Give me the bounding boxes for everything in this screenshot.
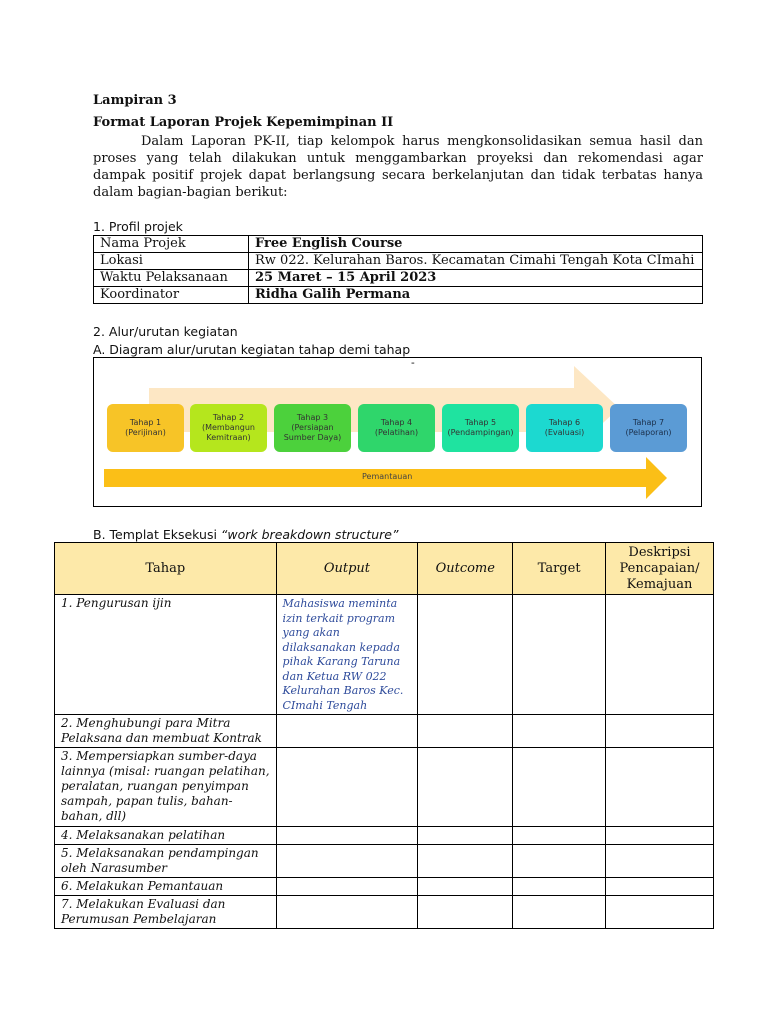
- step-box-2: [190, 404, 267, 452]
- step-box-5: [442, 404, 519, 452]
- step-label-line2: (Pelaporan): [625, 428, 672, 437]
- table-row: [94, 253, 703, 270]
- step-label-line2: (Persiapan: [291, 423, 334, 432]
- tahap-cell: 1. Pengurusan ijin: [55, 595, 277, 715]
- outcome-cell: [418, 878, 513, 896]
- table-header-row: [55, 543, 714, 595]
- step-label-line2: (Pendampingan): [447, 428, 514, 437]
- table-row: [94, 287, 703, 304]
- deskripsi-cell: [606, 878, 714, 896]
- step-label-line1: Tahap 2: [212, 413, 245, 422]
- tahap-cell: 7. Melakukan Evaluasi dan Perumusan Pembelajaran: [55, 896, 277, 929]
- outcome-cell: [418, 748, 513, 827]
- table-row: [55, 748, 714, 827]
- step-label: [625, 418, 671, 438]
- profile-heading: 1. Profil projek: [93, 219, 183, 234]
- alur-subheading: A. Diagram alur/urutan kegiatan tahap demi tahap: [93, 342, 411, 357]
- profile-value: 25 Maret – 15 April 2023: [249, 270, 703, 287]
- step-label: [125, 418, 166, 438]
- table-row: [55, 878, 714, 896]
- step-label-line2: (Perijinan): [125, 428, 166, 437]
- step-label-line1: Tahap 5: [464, 418, 497, 427]
- profile-key: Waktu Pelaksanaan: [94, 270, 249, 287]
- step-label-line1: Tahap 4: [380, 418, 413, 427]
- table-row: [55, 715, 714, 748]
- wbs-table: [54, 542, 714, 929]
- table-row: [94, 270, 703, 287]
- deskripsi-cell: [606, 845, 714, 878]
- step-box-3: [274, 404, 351, 452]
- header-outcome: Outcome: [418, 543, 513, 595]
- outcome-cell: [418, 715, 513, 748]
- outcome-cell: [418, 845, 513, 878]
- header-tahap: Tahap: [55, 543, 277, 595]
- profile-value: Ridha Galih Permana: [249, 287, 703, 304]
- table-row: [55, 896, 714, 929]
- profile-key: Koordinator: [94, 287, 249, 304]
- step-label-line1: Tahap 6: [548, 418, 581, 427]
- step-label-line2: (Pelatihan): [374, 428, 419, 437]
- step-label: [375, 418, 418, 438]
- header-output: Output: [276, 543, 418, 595]
- wbs-heading-prefix: B. Templat Eksekusi: [93, 527, 221, 542]
- tahap-cell: 6. Melakukan Pemantauan: [55, 878, 277, 896]
- step-label-line2: (Membangun: [201, 423, 255, 432]
- outcome-cell: [418, 896, 513, 929]
- target-cell: [513, 878, 606, 896]
- intro-paragraph: Dalam Laporan PK-II, tiap kelompok harus mengkonsolidasikan semua hasil dan proses yang telah dilakukan untuk menggambarkan proyeksi dan rekomendasi agar dampak positif projek dapat berlangsung secara berkelanjutan dan tidak terbatas hanya dalam bagian-bagian berikut:: [93, 134, 703, 200]
- profile-table: [93, 235, 703, 304]
- output-cell: [276, 845, 418, 878]
- flow-diagram: [93, 357, 702, 507]
- diagram-dash: -: [411, 357, 415, 369]
- header-deskripsi: [606, 543, 714, 595]
- wbs-heading-italic: “work breakdown structure”: [220, 527, 399, 542]
- tahap-cell: 4. Melaksanakan pelatihan: [55, 827, 277, 845]
- target-cell: [513, 748, 606, 827]
- pemantauan-label: Pemantauan: [362, 472, 413, 481]
- document-title: Format Laporan Projek Kepemimpinan II: [93, 115, 394, 130]
- profile-key: Nama Projek: [94, 236, 249, 253]
- step-label-line1: Tahap 3: [296, 413, 329, 422]
- outcome-cell: [418, 827, 513, 845]
- lampiran-label: Lampiran 3: [93, 93, 177, 108]
- output-cell: [276, 896, 418, 929]
- output-cell: [276, 827, 418, 845]
- step-label-line3: Kemitraan): [206, 433, 251, 442]
- tahap-cell: 2. Menghubungi para Mitra Pelaksana dan membuat Kontrak: [55, 715, 277, 748]
- output-cell: [276, 878, 418, 896]
- output-cell: Mahasiswa meminta izin terkait program yang akan dilaksanakan kepada pihak Karang Taruna dan Ketua RW 022 Kelurahan Baros Kec. CImahi Tengah: [276, 595, 418, 715]
- deskripsi-cell: [606, 827, 714, 845]
- wbs-heading: [93, 526, 398, 543]
- profile-value: Free English Course: [249, 236, 703, 253]
- output-cell: [276, 715, 418, 748]
- table-row: [94, 236, 703, 253]
- header-target: Target: [513, 543, 606, 595]
- profile-value: Rw 022. Kelurahan Baros. Kecamatan Cimahi Tengah Kota CImahi: [249, 253, 703, 270]
- deskripsi-cell: [606, 896, 714, 929]
- step-label: [545, 418, 585, 438]
- outcome-cell: [418, 595, 513, 715]
- deskripsi-cell: [606, 715, 714, 748]
- step-box-7: [610, 404, 687, 452]
- step-label-line1: Tahap 1: [129, 418, 162, 427]
- step-box-4: [358, 404, 435, 452]
- target-cell: [513, 715, 606, 748]
- target-cell: [513, 896, 606, 929]
- deskripsi-cell: [606, 595, 714, 715]
- target-cell: [513, 827, 606, 845]
- alur-heading: 2. Alur/urutan kegiatan: [93, 324, 238, 339]
- table-row: [55, 595, 714, 715]
- table-row: [55, 845, 714, 878]
- step-label: [202, 413, 255, 443]
- step-box-1: [107, 404, 184, 452]
- header-deskripsi-line3: Kemajuan: [626, 576, 693, 592]
- target-cell: [513, 595, 606, 715]
- profile-key: Lokasi: [94, 253, 249, 270]
- step-label: [448, 418, 514, 438]
- table-row: [55, 827, 714, 845]
- step-label-line3: Sumber Daya): [283, 433, 342, 442]
- header-deskripsi-line1: Deskripsi: [628, 544, 691, 560]
- output-cell: [276, 748, 418, 827]
- tahap-cell: 3. Mempersiapkan sumber-daya lainnya (misal: ruangan pelatihan, peralatan, ruangan penyimpan sampah, papan tulis, bahan-bahan, dll): [55, 748, 277, 827]
- header-deskripsi-line2: Pencapaian/: [619, 560, 700, 576]
- target-cell: [513, 845, 606, 878]
- step-label: [284, 413, 342, 443]
- tahap-cell: 5. Melaksanakan pendampingan oleh Narasumber: [55, 845, 277, 878]
- step-label-line1: Tahap 7: [632, 418, 665, 427]
- step-box-6: [526, 404, 603, 452]
- deskripsi-cell: [606, 748, 714, 827]
- step-label-line2: (Evaluasi): [544, 428, 585, 437]
